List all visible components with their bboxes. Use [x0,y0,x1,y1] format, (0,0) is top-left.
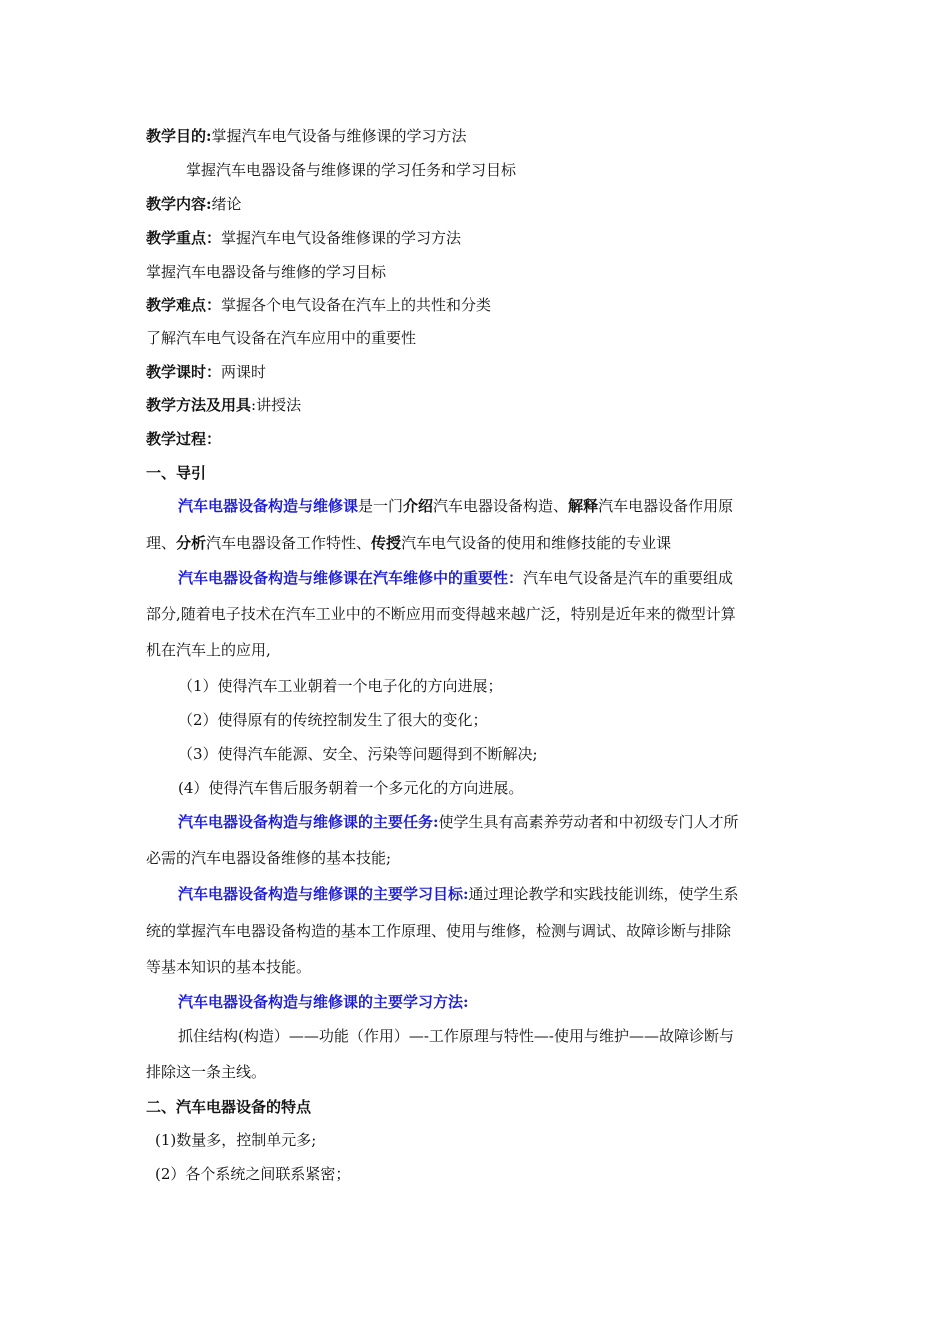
task-label: 汽车电器设备构造与维修课的主要任务: [178,813,439,831]
intro-k1: 介绍 [403,497,434,515]
goal-line-3: 等基本知识的基本技能。 [146,958,312,976]
objective-text-2: 掌握汽车电器设备与维修课的学习任务和学习目标 [186,161,517,179]
task-line-2: 必需的汽车电器设备维修的基本技能; [146,849,392,867]
key-text-2: 掌握汽车电器设备与维修的学习目标 [146,263,387,281]
key-label: 教学重点： [146,229,222,247]
intro-line-1 [178,496,733,516]
objective-line [146,126,467,146]
key-line-2 [146,262,386,282]
method-heading [178,992,469,1012]
content-text: 绪论 [211,195,242,213]
objective-text-1: 掌握汽车电气设备与维修课的学习方法 [211,127,467,145]
method-line [146,395,301,415]
importance-text-1: 汽车电气设备是汽车的重要组成 [523,569,734,587]
importance-line-2: 部分,随着电子技术在汽车工业中的不断应用而变得越来越广泛，特别是近年来的微型计算 [146,605,736,623]
method-line-2: 排除这一条主线。 [146,1063,267,1081]
goal-text-1: 通过理论教学和实践技能训练，使学生系 [468,885,739,903]
section2-heading: 二、汽车电器设备的特点 [146,1098,312,1116]
goal-label: 汽车电器设备构造与维修课的主要学习目标: [178,885,469,903]
hours-text: 两课时 [221,363,267,381]
intro-line-2 [146,533,671,553]
intro-k2: 解释 [568,497,599,515]
feature-item-2: (2）各个系统之间联系紧密； [155,1165,351,1183]
intro-t6: 汽车电气设备的使用和维修技能的专业课 [401,534,672,552]
task-line-1 [178,812,739,832]
intro-k3: 分析 [176,534,207,552]
intro-k4: 传授 [371,534,402,552]
process-label: 教学过程： [146,430,222,448]
content-label: 教学内容: [146,195,212,213]
method-line-1: 抓住结构(构造）——功能（作用）—-工作原理与特性—-使用与维护——故障诊断与 [178,1027,734,1045]
difficulty-label: 教学难点： [146,296,222,314]
method-label: 教学方法及用具 [146,396,252,414]
objective-line-2 [186,160,516,180]
intro-t1: 是一门 [358,497,404,515]
importance-line-3: 机在汽车上的应用, [146,641,271,659]
importance-line-1 [178,568,733,588]
objective-label: 教学目的: [146,127,212,145]
method-text: :讲授法 [251,396,302,414]
importance-item-4: (4）使得汽车售后服务朝着一个多元化的方向进展。 [178,779,524,797]
course-name: 汽车电器设备构造与维修课 [178,497,359,515]
difficulty-line-2 [146,328,416,348]
intro-t5: 汽车电器设备工作特性、 [206,534,372,552]
hours-line [146,362,266,382]
goal-line-2: 统的掌握汽车电器设备构造的基本工作原理、使用与维修，检测与调试、故障诊断与排除 [146,922,732,940]
importance-item-2: （2）使得原有的传统控制发生了很大的变化； [178,711,488,729]
hours-label: 教学课时： [146,363,222,381]
importance-item-1: （1）使得汽车工业朝着一个电子化的方向进展； [178,677,503,695]
goal-line-1 [178,884,739,904]
importance-label: 汽车电器设备构造与维修课在汽车维修中的重要性： [178,569,524,587]
study-method-label: 汽车电器设备构造与维修课的主要学习方法: [178,993,469,1011]
content-line [146,194,242,214]
intro-t3: 汽车电器设备作用原 [598,497,734,515]
key-text-1: 掌握汽车电气设备维修课的学习方法 [221,229,462,247]
feature-item-1: (1)数量多，控制单元多; [155,1131,317,1149]
difficulty-line [146,295,491,315]
section1-heading: 一、导引 [146,464,207,482]
task-text-1: 使学生具有高素养劳动者和中初级专门人才所 [438,813,739,831]
intro-t4: 理、 [146,534,177,552]
key-line [146,228,461,248]
intro-t2: 汽车电器设备构造、 [433,497,569,515]
importance-item-3: （3）使得汽车能源、安全、污染等问题得到不断解决; [178,745,538,763]
difficulty-text-1: 掌握各个电气设备在汽车上的共性和分类 [221,296,492,314]
difficulty-text-2: 了解汽车电气设备在汽车应用中的重要性 [146,329,417,347]
